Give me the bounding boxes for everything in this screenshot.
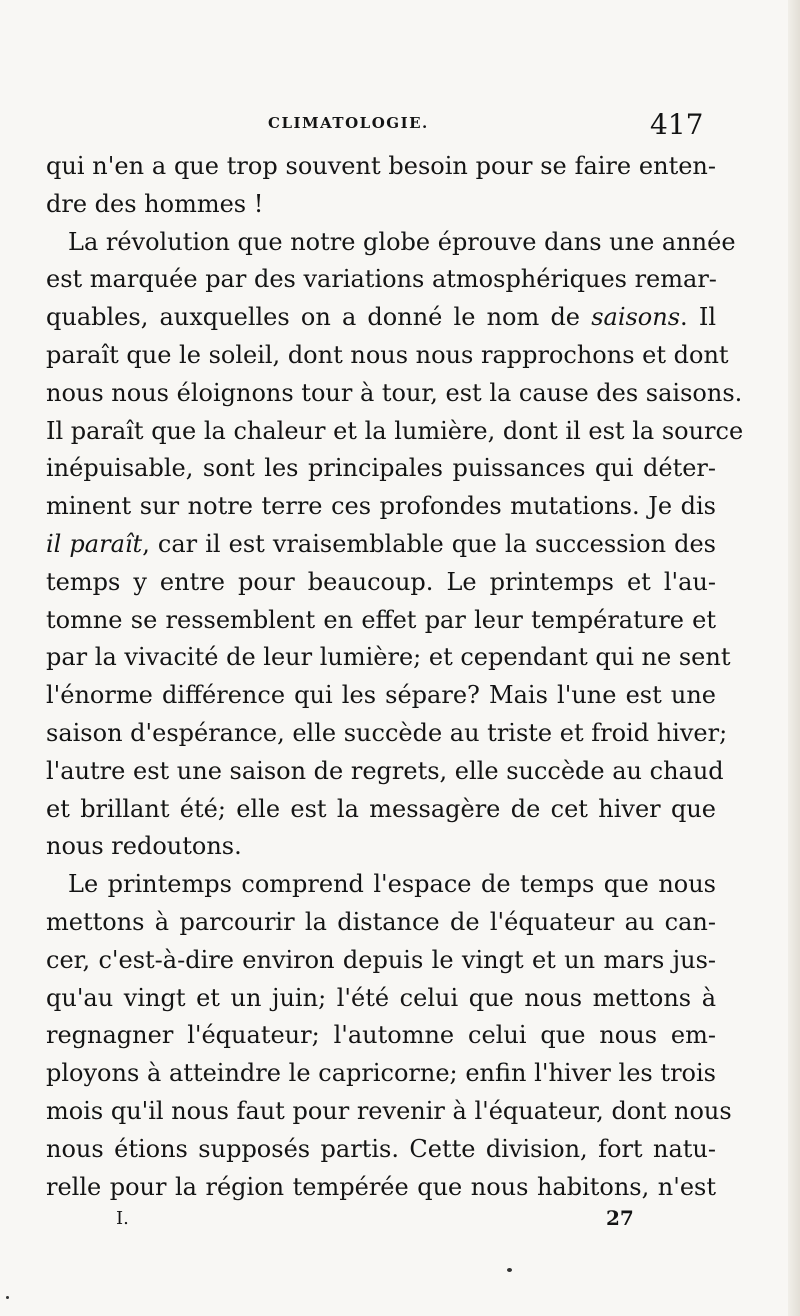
text-line: qui n'en a que trop souvent besoin pour se faire enten-	[46, 152, 716, 180]
page-header	[0, 108, 800, 144]
text-line: minent sur notre terre ces profondes mutations. Je dis	[46, 492, 716, 521]
text-line: et brillant été; elle est la messagère de cet hiver que	[46, 794, 716, 823]
signature-number: 27	[606, 1206, 634, 1230]
text-line: il paraît, car il est vraisemblable que la succession des	[46, 529, 716, 558]
text-line: cer, c'est-à-dire environ depuis le vingt et un mars jus-	[46, 945, 716, 974]
running-title: CLIMATOLOGIE.	[268, 114, 429, 132]
text-line: nous étions supposés partis. Cette division, fort natu-	[46, 1134, 716, 1163]
text-line: l'autre est une saison de regrets, elle succède au chaud	[46, 756, 724, 785]
text-line: nous redoutons.	[46, 832, 242, 861]
page-edge-shadow	[788, 0, 800, 1316]
text-line: tomne se ressemblent en effet par leur température et	[46, 605, 716, 634]
text-line: quables, auxquelles on a donné le nom de saisons. Il	[46, 303, 716, 332]
ink-speck	[6, 1296, 9, 1299]
text-line: inépuisable, sont les principales puissances qui déter-	[46, 454, 716, 483]
text-line: qu'au vingt et un juin; l'été celui que nous mettons à	[46, 983, 716, 1012]
text-line: regnagner l'équateur; l'automne celui que nous em-	[46, 1021, 716, 1050]
text-line: par la vivacité de leur lumière; et cependant qui ne sent	[46, 643, 731, 672]
text-line: dre des hommes !	[46, 189, 264, 218]
text-line: relle pour la région tempérée que nous habitons, n'est	[46, 1172, 716, 1201]
signature-mark: I.	[116, 1208, 129, 1229]
text-line: saison d'espérance, elle succède au triste et froid hiver;	[46, 718, 728, 747]
page-number: 417	[650, 108, 704, 141]
text-line: paraît que le soleil, dont nous nous rapprochons et dont	[46, 340, 729, 369]
text-line: nous nous éloignons tour à tour, est la cause des saisons.	[46, 378, 743, 407]
text-line: La révolution que notre globe éprouve dans une année	[68, 227, 736, 256]
text-line: Le printemps comprend l'espace de temps que nous	[68, 870, 716, 899]
text-line: mois qu'il nous faut pour revenir à l'équateur, dont nous	[46, 1096, 732, 1125]
text-line: l'énorme différence qui les sépare? Mais l'une est une	[46, 681, 716, 710]
text-line: Il paraît que la chaleur et la lumière, dont il est la source	[46, 416, 744, 445]
ink-speck	[507, 1268, 512, 1272]
text-line: temps y entre pour beaucoup. Le printemps et l'au-	[46, 567, 716, 596]
text-line: est marquée par des variations atmosphériques remar-	[46, 265, 717, 294]
text-line: mettons à parcourir la distance de l'équateur au can-	[46, 907, 716, 936]
text-line: ployons à atteindre le capricorne; enfin l'hiver les trois	[46, 1059, 716, 1088]
body-text	[46, 148, 744, 1206]
page-footer	[0, 1200, 800, 1240]
